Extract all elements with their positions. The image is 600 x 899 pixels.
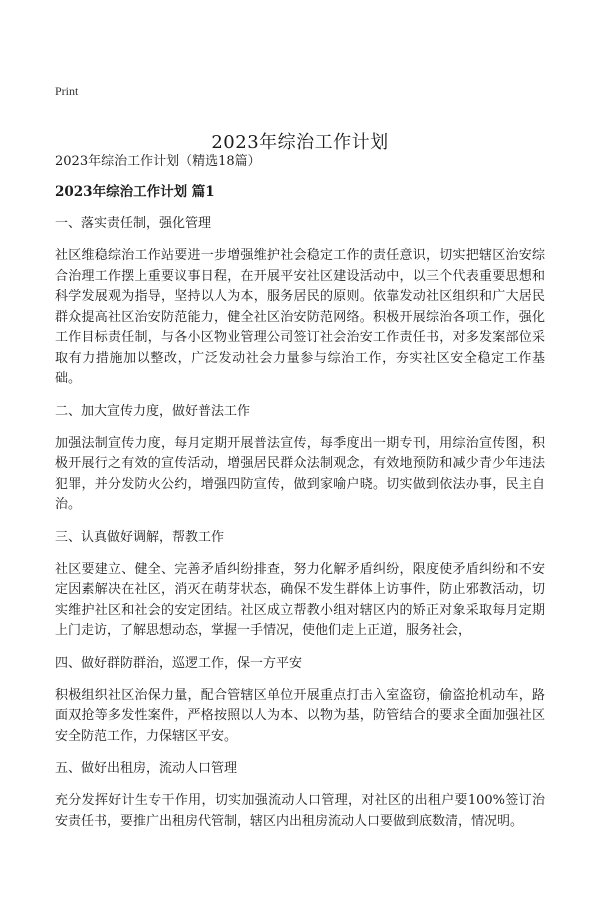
print-label: Print bbox=[55, 84, 79, 98]
section-heading-3: 三、认真做好调解，帮教工作 bbox=[55, 529, 225, 545]
section-heading-5: 五、做好出租房，流动人口管理 bbox=[55, 761, 238, 776]
section-heading-4: 四、做好群防群治，巡逻工作，保一方平安 bbox=[55, 655, 303, 671]
document-body bbox=[55, 152, 545, 844]
section-paragraph-2: 加强法制宣传力度，每月定期开展普法宣传，每季度出一期专刊，用综治宣传图，积极开展行之有效的宣传活动，增强居民群众法制观念，有效地预防和减少青少年违法犯罪，并分发防火公约，增强四防宣传，做到家喻户晓。切实做到依法办事，民主自治。 bbox=[55, 435, 545, 512]
section-heading-2: 二、加大宣传力度，做好普法工作 bbox=[55, 403, 251, 419]
section-paragraph-3: 社区要建立、健全、完善矛盾纠纷排查，努力化解矛盾纠纷，限度使矛盾纠纷和不安定因素解决在社区，消灭在萌芽状态，确保不发生群体上访事件，防止邪教活动，切实维护社区和社会的安定团结。社区成立帮教小组对辖区内的矫正对象采取每月定期上门走访，了解思想动态，掌握一手情况，使他们走上正道，服务社会， bbox=[55, 561, 545, 638]
section-paragraph-1: 社区维稳综治工作站要进一步增强维护社会稳定工作的责任意识，切实把辖区治安综合治理工作摆上重要议事日程，在开展平安社区建设活动中，以三个代表重要思想和科学发展观为指导，坚持以人为本，服务居民的原则。依靠发动社区组织和广大居民群众提高社区治安防范能力，健全社区治安防范网络。积极开展综治各项工作，强化工作目标责任制，与各小区物业管理公司签订社会治安工作责任书，对多发案部位采取有力措施加以整改，广泛发动社会力量参与综治工作，夯实社区安全稳定工作基础。 bbox=[55, 248, 545, 386]
document-subtitle: 2023年综治工作计划（精选18篇） bbox=[55, 154, 261, 169]
document-title: 2023年综治工作计划 bbox=[211, 132, 389, 154]
section-paragraph-4: 积极组织社区治保力量，配合管辖区单位开展重点打击入室盗窃，偷盗抢机动车，路面双抢等多发性案件，严格按照以人为本、以物为基，防管结合的要求全面加强社区安全防范工作，力保辖区平安。 bbox=[55, 687, 545, 744]
section-title: 2023年综治工作计划 篇1 bbox=[55, 184, 215, 200]
section-paragraph-5: 充分发挥好计生专干作用，切实加强流动人口管理，对社区的出租户要100%签订治安责任书，要推广出租房代管制，辖区内出租房流动人口要做到底数清，情况明。 bbox=[55, 793, 545, 829]
section-heading-1: 一、落实责任制，强化管理 bbox=[55, 216, 212, 231]
